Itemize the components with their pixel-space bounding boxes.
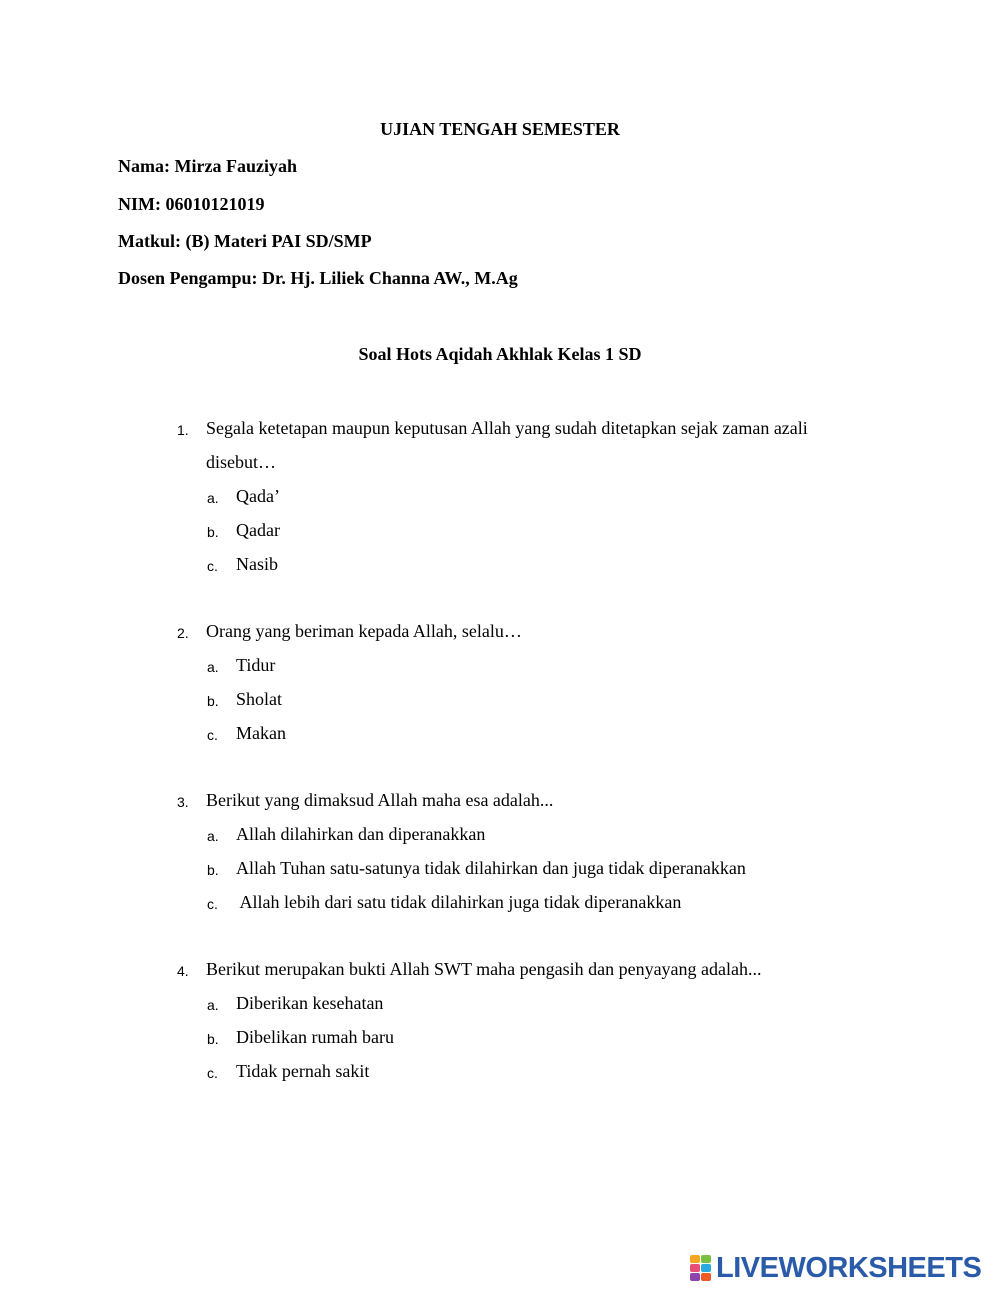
question-text: Segala ketetapan maupun keputusan Allah yang sudah ditetapkan sejak zaman azali xyxy=(206,418,808,438)
question-number: 1. xyxy=(177,422,189,438)
option-letter: c. xyxy=(207,1065,218,1081)
question-text: Orang yang beriman kepada Allah, selalu… xyxy=(206,621,522,641)
option-letter: c. xyxy=(207,727,218,743)
option-text: Tidak pernah sakit xyxy=(236,1061,370,1081)
student-nim: NIM: 06010121019 xyxy=(118,194,265,214)
lecturer-name: Dosen Pengampu: Dr. Hj. Liliek Channa AW., M.Ag xyxy=(118,268,518,288)
section-subtitle: Soal Hots Aqidah Akhlak Kelas 1 SD xyxy=(358,344,642,364)
exam-title: UJIAN TENGAH SEMESTER xyxy=(380,119,620,139)
option-letter: b. xyxy=(207,524,219,540)
option-text: Nasib xyxy=(236,554,278,574)
option-letter: c. xyxy=(207,558,218,574)
option-letter: a. xyxy=(207,828,219,844)
question-text: Berikut yang dimaksud Allah maha esa adalah... xyxy=(206,790,554,810)
option-text: Tidur xyxy=(236,655,276,675)
student-name: Nama: Mirza Fauziyah xyxy=(118,156,297,176)
option-letter: b. xyxy=(207,862,219,878)
option-letter: b. xyxy=(207,693,219,709)
question-number: 4. xyxy=(177,963,189,979)
liveworksheets-logo-icon xyxy=(690,1255,712,1281)
option-text: Allah Tuhan satu-satunya tidak dilahirkan dan juga tidak diperanakkan xyxy=(236,858,746,878)
option-letter: a. xyxy=(207,997,219,1013)
liveworksheets-logo xyxy=(690,1253,981,1283)
option-text: Allah lebih dari satu tidak dilahirkan juga tidak diperanakkan xyxy=(236,892,682,912)
question-number: 2. xyxy=(177,625,189,641)
option-letter: b. xyxy=(207,1031,219,1047)
option-letter: a. xyxy=(207,490,219,506)
liveworksheets-logo-text: LIVEWORKSHEETS xyxy=(716,1251,982,1284)
option-letter: c. xyxy=(207,896,218,912)
option-text: Makan xyxy=(236,723,286,743)
question-number: 3. xyxy=(177,794,189,810)
option-text: Sholat xyxy=(236,689,283,709)
option-letter: a. xyxy=(207,659,219,675)
option-text: Qada’ xyxy=(236,486,280,506)
question-text: Berikut merupakan bukti Allah SWT maha pengasih dan penyayang adalah... xyxy=(206,959,762,979)
option-text: Dibelikan rumah baru xyxy=(236,1027,394,1047)
course-name: Matkul: (B) Materi PAI SD/SMP xyxy=(118,231,372,251)
option-text: Qadar xyxy=(236,520,280,540)
question-text-continued: disebut… xyxy=(206,452,276,472)
option-text: Diberikan kesehatan xyxy=(236,993,384,1013)
option-text: Allah dilahirkan dan diperanakkan xyxy=(236,824,486,844)
